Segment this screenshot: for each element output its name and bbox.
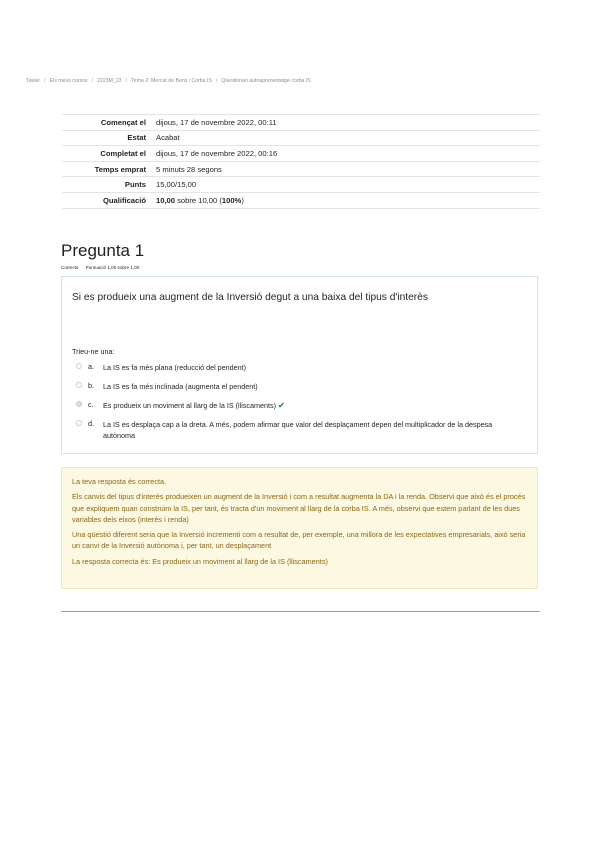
breadcrumb-item-my-courses[interactable]: Els meus cursos <box>49 78 88 84</box>
grade-close: ) <box>241 195 244 205</box>
check-icon: ✔ <box>277 401 285 410</box>
attempt-summary-table <box>62 114 540 209</box>
feedback-box <box>61 467 538 589</box>
option-text: La IS es desplaça cap a la dreta. A més, podem afirmar que valor del desplaçament depen del multiplicador de la despesa autònoma <box>103 420 493 440</box>
feedback-explanation: Els canvis del tipus d'interès produeixen un augment de la Inversió i com a resultat augmenta la DA i la renda. Observi que això és el procés que expliquem quan construim la IS, per tant, és tracta d'un moviment al llarg de la corba IS. A més, observi que estem parlant de les dues variables dels eixos (interès i renda) <box>72 492 526 524</box>
summary-label: Completat el <box>62 146 152 162</box>
radio-button[interactable] <box>76 382 82 388</box>
radio-button[interactable] <box>76 363 82 369</box>
answer-option-a[interactable] <box>76 362 523 373</box>
summary-row-started <box>62 115 540 131</box>
question-title: Pregunta 1 <box>61 241 145 260</box>
option-letter: c. <box>88 400 94 409</box>
option-text: Es produeix un moviment al llarg de la IS (lliscaments) <box>103 401 276 410</box>
summary-value <box>152 192 540 208</box>
summary-label: Temps emprat <box>62 161 152 177</box>
summary-label: Qualificació <box>62 192 152 208</box>
option-text-wrap <box>103 400 523 411</box>
summary-row-marks <box>62 177 540 193</box>
question-content <box>61 276 538 454</box>
feedback-correct-answer: La resposta correcta és: Es produeix un moviment al llarg de la IS (lliscaments) <box>72 556 328 566</box>
summary-value: dijous, 17 de novembre 2022, 00:16 <box>152 146 540 162</box>
breadcrumb-item-topic[interactable]: Tema 2: Mercat de Bens i Corba IS <box>131 78 212 84</box>
question-state: Correcte <box>61 265 79 270</box>
radio-button-selected[interactable] <box>76 401 82 407</box>
option-letter: d. <box>88 419 94 428</box>
grade-out-of: sobre 10,00 ( <box>175 195 222 205</box>
option-letter: a. <box>88 362 94 371</box>
summary-row-grade <box>62 192 540 208</box>
divider <box>61 611 540 612</box>
breadcrumb-item-quiz[interactable]: Qüestionari autoaprenentatge corba IS <box>221 78 311 84</box>
grade-percent: 100% <box>221 195 242 205</box>
feedback-correct-message: La teva resposta és correcta. <box>72 477 167 486</box>
summary-value: Acabat <box>152 130 540 146</box>
answer-prompt: Trieu-ne una: <box>72 347 115 356</box>
question-grade: Puntuació 1,00 sobre 1,00 <box>85 265 140 270</box>
option-letter: b. <box>88 381 94 390</box>
summary-value: dijous, 17 de novembre 2022, 00:11 <box>152 115 540 131</box>
radio-button[interactable] <box>76 420 82 426</box>
summary-row-completed <box>62 146 540 162</box>
breadcrumb-item-course[interactable]: 2223M_23 <box>97 78 122 84</box>
summary-row-state <box>62 130 540 146</box>
summary-label: Punts <box>62 177 152 193</box>
answer-option-b[interactable] <box>76 381 523 392</box>
summary-label: Estat <box>62 130 152 146</box>
question-info <box>61 265 139 270</box>
grade-value: 10,00 <box>156 195 176 205</box>
breadcrumb-item-dashboard[interactable]: Tauler <box>26 78 41 84</box>
question-text: Si es produeix una augment de la Inversió degut a una baixa del tipus d'interès <box>72 292 428 303</box>
feedback-explanation-extra: Una qüestió diferent seria que la Inversió incrementi com a resultat de, per exemple, una millora de les expectatives empresarials, això seria un canvi de la Inversió autònoma i, per tant, un desplaçament <box>72 530 526 551</box>
summary-row-time-taken <box>62 161 540 177</box>
answer-option-c[interactable] <box>76 400 523 411</box>
option-text: La IS es fa més plana (reducció del pendent) <box>103 363 247 372</box>
summary-value: 15,00/15,00 <box>152 177 540 193</box>
summary-label: Començat el <box>62 115 152 131</box>
breadcrumb: Tauler / Els meus cursos / 2223M_23 / Tema 2: Mercat de Bens i Corba IS / Qüestionari autoaprenentatge corba IS <box>26 78 311 84</box>
answer-option-d[interactable] <box>76 419 523 441</box>
summary-value: 5 minuts 28 segons <box>152 161 540 177</box>
option-text: La IS es fa més inclinada (augmenta el pendent) <box>103 382 258 391</box>
